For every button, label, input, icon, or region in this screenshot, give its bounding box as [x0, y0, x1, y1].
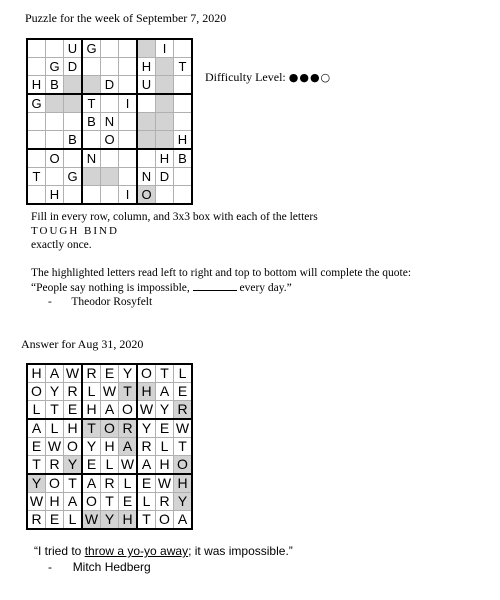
- grid-cell: [137, 94, 156, 113]
- grid-cell: [64, 113, 83, 131]
- grid-cell: T: [27, 168, 46, 186]
- grid-cell: H: [119, 511, 138, 530]
- grid-cell: O: [46, 149, 64, 168]
- grid-cell: H: [46, 186, 64, 205]
- grid-cell: E: [101, 364, 119, 383]
- grid-cell: H: [156, 456, 174, 475]
- grid-cell: [27, 131, 46, 150]
- instructions-line: exactly once.: [31, 239, 92, 251]
- grid-cell: Y: [82, 438, 101, 456]
- grid-cell: T: [82, 419, 101, 438]
- grid-cell: L: [119, 474, 138, 493]
- grid-cell: N: [101, 113, 119, 131]
- instructions-line: Fill in every row, column, and 3x3 box with each of the letters: [31, 211, 318, 223]
- grid-cell: E: [64, 401, 83, 420]
- grid-row: [27, 456, 192, 475]
- difficulty-level: [205, 70, 331, 85]
- grid-cell: E: [27, 438, 46, 456]
- grid-cell: O: [174, 456, 193, 475]
- quote-start: “I tried to: [34, 544, 85, 558]
- grid-cell: W: [27, 493, 46, 511]
- grid-cell: W: [119, 456, 138, 475]
- grid-cell: [46, 168, 64, 186]
- grid-cell: B: [82, 113, 101, 131]
- grid-cell: [64, 76, 83, 95]
- grid-cell: O: [137, 186, 156, 205]
- grid-cell: H: [82, 401, 101, 420]
- grid-cell: [156, 94, 174, 113]
- grid-cell: E: [156, 419, 174, 438]
- grid-cell: N: [137, 168, 156, 186]
- grid-row: [27, 474, 192, 493]
- grid-cell: G: [82, 39, 101, 58]
- grid-cell: [119, 76, 138, 95]
- grid-cell: H: [137, 383, 156, 401]
- hint-author-name: Theodor Rosyfelt: [71, 296, 153, 308]
- grid-cell: [27, 39, 46, 58]
- grid-cell: D: [156, 168, 174, 186]
- grid-cell: [82, 58, 101, 76]
- grid-cell: T: [46, 401, 64, 420]
- grid-cell: R: [137, 438, 156, 456]
- grid-cell: Y: [174, 493, 193, 511]
- grid-cell: E: [119, 493, 138, 511]
- grid-cell: H: [137, 58, 156, 76]
- grid-cell: H: [156, 149, 174, 168]
- grid-cell: [119, 131, 138, 150]
- grid-row: [27, 364, 192, 383]
- grid-row: [27, 76, 192, 95]
- grid-cell: L: [156, 438, 174, 456]
- grid-cell: G: [64, 168, 83, 186]
- grid-cell: T: [174, 438, 193, 456]
- grid-cell: L: [64, 511, 83, 530]
- grid-cell: B: [174, 149, 193, 168]
- grid-cell: [137, 39, 156, 58]
- grid-cell: R: [119, 419, 138, 438]
- grid-cell: E: [137, 474, 156, 493]
- grid-cell: [27, 149, 46, 168]
- quote-author: [48, 560, 151, 574]
- grid-cell: O: [46, 474, 64, 493]
- grid-cell: Y: [156, 401, 174, 420]
- grid-cell: H: [101, 438, 119, 456]
- hint-quote: [31, 280, 411, 295]
- grid-row: [27, 113, 192, 131]
- grid-cell: [64, 94, 83, 113]
- grid-cell: O: [101, 131, 119, 150]
- grid-cell: [156, 186, 174, 205]
- grid-cell: D: [101, 76, 119, 95]
- instructions: [31, 210, 318, 252]
- grid-cell: Y: [27, 474, 46, 493]
- grid-cell: [101, 58, 119, 76]
- answer-quote: [34, 544, 293, 558]
- grid-cell: T: [27, 456, 46, 475]
- grid-cell: [119, 39, 138, 58]
- grid-cell: [174, 94, 193, 113]
- hint: [31, 266, 411, 295]
- grid-cell: W: [101, 383, 119, 401]
- grid-cell: [27, 186, 46, 205]
- grid-cell: R: [64, 383, 83, 401]
- difficulty-dots-icon: ●●●○: [288, 71, 332, 84]
- grid-cell: [27, 113, 46, 131]
- grid-cell: [119, 149, 138, 168]
- grid-cell: [137, 149, 156, 168]
- grid-cell: R: [82, 364, 101, 383]
- grid-cell: B: [46, 76, 64, 95]
- grid-cell: L: [174, 364, 193, 383]
- grid-cell: A: [64, 493, 83, 511]
- grid-cell: T: [174, 58, 193, 76]
- grid-row: [27, 149, 192, 168]
- grid-cell: T: [137, 511, 156, 530]
- grid-cell: [101, 39, 119, 58]
- grid-cell: W: [174, 419, 193, 438]
- grid-row: [27, 131, 192, 150]
- grid-cell: Y: [101, 511, 119, 530]
- answer-grid: [26, 363, 193, 530]
- grid-cell: T: [82, 94, 101, 113]
- grid-cell: [101, 149, 119, 168]
- grid-cell: H: [64, 419, 83, 438]
- grid-row: [27, 168, 192, 186]
- grid-cell: [46, 94, 64, 113]
- grid-cell: O: [137, 364, 156, 383]
- quote-underlined: throw a yo-yo away: [84, 544, 189, 558]
- grid-cell: A: [174, 511, 193, 530]
- grid-row: [27, 39, 192, 58]
- grid-cell: [156, 113, 174, 131]
- grid-cell: A: [27, 419, 46, 438]
- grid-cell: [101, 168, 119, 186]
- grid-cell: [174, 76, 193, 95]
- hint-quote-end: every day.”: [239, 282, 292, 294]
- quote-end: ; it was impossible.”: [188, 544, 293, 558]
- grid-cell: [156, 58, 174, 76]
- grid-cell: A: [82, 474, 101, 493]
- grid-cell: [82, 131, 101, 150]
- grid-cell: E: [174, 383, 193, 401]
- grid-row: [27, 58, 192, 76]
- grid-cell: Y: [137, 419, 156, 438]
- grid-row: [27, 94, 192, 113]
- grid-cell: U: [64, 39, 83, 58]
- grid-cell: [156, 131, 174, 150]
- quote-author-dash: -: [48, 560, 52, 574]
- grid-cell: [46, 113, 64, 131]
- grid-cell: [156, 76, 174, 95]
- grid-cell: E: [82, 456, 101, 475]
- grid-cell: [174, 186, 193, 205]
- grid-cell: Y: [46, 383, 64, 401]
- grid-cell: A: [137, 456, 156, 475]
- grid-cell: [119, 113, 138, 131]
- grid-cell: H: [27, 364, 46, 383]
- instructions-letters: TOUGH BIND: [31, 225, 119, 237]
- grid-cell: H: [174, 474, 193, 493]
- grid-cell: O: [82, 493, 101, 511]
- grid-cell: W: [137, 401, 156, 420]
- hint-author-dash: -: [48, 296, 52, 308]
- grid-cell: N: [82, 149, 101, 168]
- grid-cell: [27, 58, 46, 76]
- grid-cell: [64, 149, 83, 168]
- grid-cell: [119, 58, 138, 76]
- grid-cell: [101, 186, 119, 205]
- grid-cell: Y: [119, 364, 138, 383]
- answer-title: Answer for Aug 31, 2020: [21, 337, 144, 351]
- grid-cell: [174, 168, 193, 186]
- hint-blank: [193, 280, 237, 291]
- grid-cell: L: [27, 401, 46, 420]
- grid-cell: G: [27, 94, 46, 113]
- hint-author: [48, 296, 152, 308]
- grid-cell: W: [156, 474, 174, 493]
- grid-cell: T: [64, 474, 83, 493]
- grid-cell: R: [174, 401, 193, 420]
- grid-row: [27, 186, 192, 205]
- hint-quote-start: “People say nothing is impossible,: [31, 282, 190, 294]
- grid-row: [27, 419, 192, 438]
- grid-cell: W: [46, 438, 64, 456]
- difficulty-label: Difficulty Level:: [205, 70, 286, 84]
- grid-cell: T: [101, 493, 119, 511]
- grid-cell: [119, 168, 138, 186]
- grid-cell: Y: [64, 456, 83, 475]
- grid-cell: [64, 186, 83, 205]
- grid-cell: [137, 131, 156, 150]
- quote-author-name: Mitch Hedberg: [72, 560, 151, 574]
- grid-cell: R: [101, 474, 119, 493]
- grid-cell: L: [101, 456, 119, 475]
- grid-cell: W: [82, 511, 101, 530]
- grid-cell: H: [27, 76, 46, 95]
- grid-cell: [101, 94, 119, 113]
- grid-cell: [137, 113, 156, 131]
- grid-cell: [174, 113, 193, 131]
- grid-row: [27, 438, 192, 456]
- grid-cell: [46, 131, 64, 150]
- puzzle-grid: [26, 38, 193, 205]
- grid-row: [27, 511, 192, 530]
- grid-cell: T: [156, 364, 174, 383]
- grid-cell: A: [119, 438, 138, 456]
- grid-row: [27, 493, 192, 511]
- grid-cell: A: [46, 364, 64, 383]
- grid-cell: L: [82, 383, 101, 401]
- grid-cell: A: [156, 383, 174, 401]
- grid-cell: G: [46, 58, 64, 76]
- grid-cell: E: [46, 511, 64, 530]
- grid-cell: A: [101, 401, 119, 420]
- grid-cell: [174, 39, 193, 58]
- grid-cell: U: [137, 76, 156, 95]
- grid-cell: I: [119, 94, 138, 113]
- grid-cell: O: [156, 511, 174, 530]
- grid-cell: R: [27, 511, 46, 530]
- grid-cell: [82, 168, 101, 186]
- grid-cell: [82, 186, 101, 205]
- grid-cell: W: [64, 364, 83, 383]
- grid-cell: I: [119, 186, 138, 205]
- grid-cell: O: [64, 438, 83, 456]
- puzzle-title: Puzzle for the week of September 7, 2020: [25, 11, 227, 25]
- grid-row: [27, 401, 192, 420]
- grid-cell: D: [64, 58, 83, 76]
- grid-cell: R: [46, 456, 64, 475]
- grid-cell: R: [156, 493, 174, 511]
- grid-cell: O: [101, 419, 119, 438]
- hint-line: The highlighted letters read left to right and top to bottom will complete the quote:: [31, 267, 412, 279]
- grid-cell: L: [46, 419, 64, 438]
- grid-cell: H: [46, 493, 64, 511]
- grid-cell: [46, 39, 64, 58]
- grid-cell: [82, 76, 101, 95]
- grid-cell: B: [64, 131, 83, 150]
- grid-cell: T: [119, 383, 138, 401]
- grid-cell: O: [119, 401, 138, 420]
- grid-cell: O: [27, 383, 46, 401]
- grid-row: [27, 383, 192, 401]
- grid-cell: H: [174, 131, 193, 150]
- grid-cell: L: [137, 493, 156, 511]
- grid-cell: I: [156, 39, 174, 58]
